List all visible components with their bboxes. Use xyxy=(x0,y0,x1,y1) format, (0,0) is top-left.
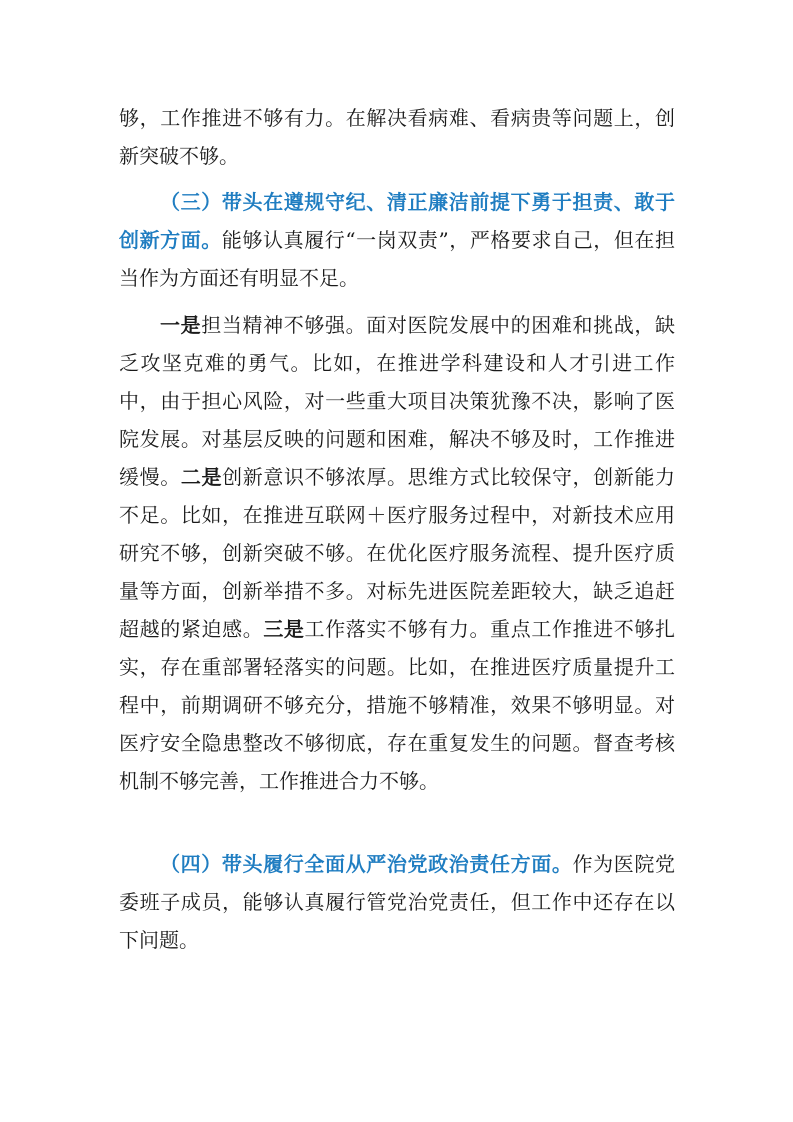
paragraph-section-4 xyxy=(119,845,675,959)
section-heading-4: （四）带头履行全面从严治党政治责任方面。 xyxy=(160,852,573,876)
paragraph-text-1: 担当精神不够强。面对医院发展中的困难和挑战，缺乏攻坚克难的勇气。比如，在推进学科建设和人才引进工作中，由于担心风险，对一些重大项目决策犹豫不决，影响了医院发展。对基层反映的问题和困难，解决不够及时，工作推进缓慢。 xyxy=(119,313,675,489)
paragraph-text: 作为医院党委班子成员，能够认真履行管党治党责任，但工作中还存在以下问题。 xyxy=(119,852,675,952)
section-heading-3: （三）带头在遵规守纪、清正廉洁前提下勇于担责、敢于创新方面。 xyxy=(119,190,675,252)
paragraph-text-2: 创新意识不够浓厚。思维方式比较保守，创新能力不足。比如，在推进互联网＋医疗服务过程中，对新技术应用研究不够，创新突破不够。在优化医疗服务流程、提升医疗质量等方面，创新举措不多。对标先进医院差距较大，缺乏追赶超越的紧迫感。 xyxy=(119,465,676,641)
lead-phrase-2: 二是 xyxy=(180,465,223,489)
paragraph-issues xyxy=(119,306,675,800)
lead-phrase-3: 三是 xyxy=(263,617,305,641)
paragraph-text: 能够认真履行“一岗双责”，严格要求自己，但在担当作为方面还有明显不足。 xyxy=(119,228,676,290)
paragraph-text: 够，工作推进不够有力。在解决看病难、看病贵等问题上，创新突破不够。 xyxy=(119,106,675,168)
lead-phrase-1: 一是 xyxy=(160,313,202,337)
paragraph-section-3 xyxy=(119,183,675,297)
paragraph-text-3: 工作落实不够有力。重点工作推进不够扎实，存在重部署轻落实的问题。比如，在推进医疗质量提升工程中，前期调研不够充分，措施不够精准，效果不够明显。对医疗安全隐患整改不够彻底，存在重复发生的问题。督查考核机制不够完善，工作推进合力不够。 xyxy=(119,617,676,793)
paragraph-continuation xyxy=(119,99,675,175)
